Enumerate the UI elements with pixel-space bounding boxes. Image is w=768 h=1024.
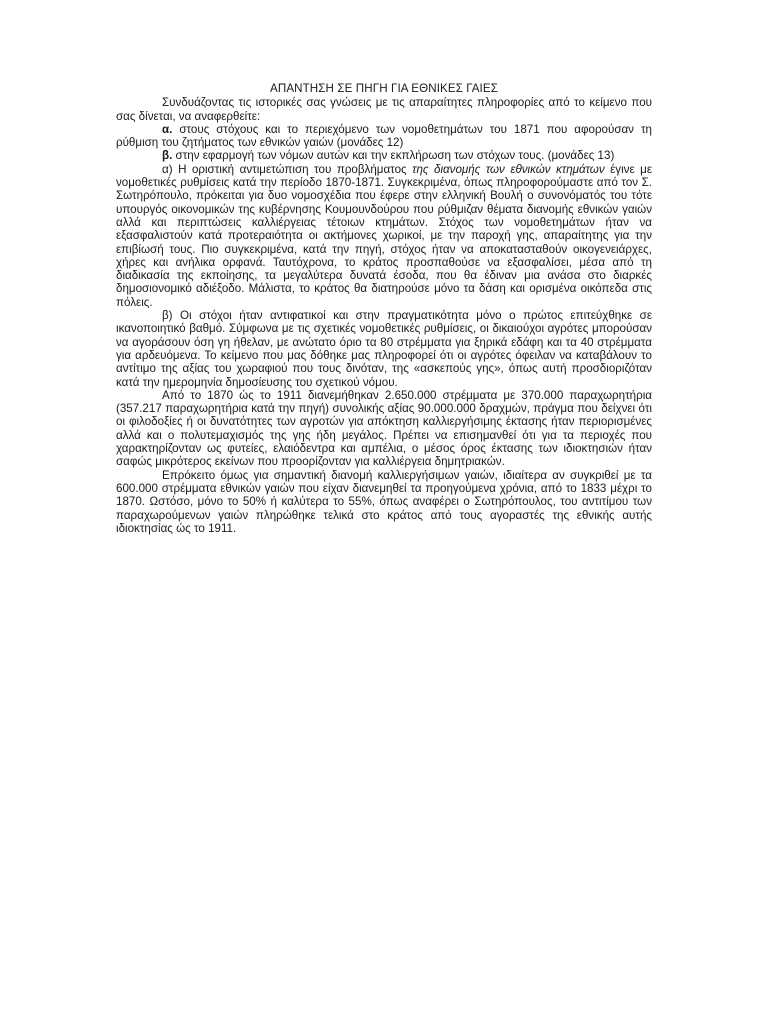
answer-a-rest: έγινε με νομοθετικές ρυθμίσεις κατά την περίοδο 1870-1871. Συγκεκριμένα, όπως πληροφορούμαστε από τον Σ. Σωτηρόπουλο, πρόκειται για δυο νομοσχέδια που έφερε στην ελληνική Βουλή ο συνονόματός του τότε υπουργός οικονομικών της κυβέρνησης Κουμουνδούρου που ρύθμιζαν θέματα διανομής εθνικών γαιών αλλά και περιπτώσεις καλλιέργειας τέτοιων κτημάτων. Στόχος των νομοθετημάτων ήταν να εξασφαλιστούν κατά προτεραιότητα οι ακτήμονες χωρικοί, με την παροχή γης, απαραίτητης για την επιβίωσή τους. Πιο συγκεκριμένα, κατά την πηγή, στόχος ήταν να αποκατασταθούν οικογενειάρχες, χήρες και ανήλικα ορφανά. Ταυτόχρονα, το κράτος προσπαθούσε να εξασφαλίσει, μέσα από τη διαδικασία της εκποίησης, τα μεγαλύτερα δυνατά έσοδα, που θα έδιναν μια ανάσα στο διαρκές δημοσιονομικό αδιέξοδο. Μάλιστα, το κράτος θα διατηρούσε μόνο τα δάση και ορισμένα οικόπεδα στις πόλεις. (116, 162, 652, 309)
item-a-text: στους στόχους και το περιεχόμενο των νομοθετημάτων του 1871 που αφορούσαν τη ρύθμιση του ζητήματος των εθνικών γαιών (μονάδες 12) (116, 122, 652, 150)
item-a-label: α. (162, 122, 173, 136)
intro-paragraph: Συνδυάζοντας τις ιστορικές σας γνώσεις με τις απαραίτητες πληροφορίες από το κείμενο που σας δίνεται, να αναφερθείτε: (116, 96, 652, 123)
body-paragraph-3: Από το 1870 ώς το 1911 διανεμήθηκαν 2.650.000 στρέμματα με 370.000 παραχωρητήρια (357.217 παραχωρητήρια κατά την πηγή) συνολικής αξίας 90.000.000 δραχμών, πράγμα που δείχνει ότι οι φιλοδοξίες ή οι δυνατότητες των αγροτών για απόκτηση καλλιεργήσιμης έκτασης ήταν περιορισμένες αλλά και ο πολυτεμαχισμός της γης ήδη μεγάλος. Πρέπει να επισημανθεί ότι για τα περιοχές που χαρακτηρίζονταν ως φυτείες, ελαιόδεντρα και αμπέλια, ο μέσος όρος έκτασης των ιδιοκτησιών ήταν σαφώς μικρότερος εκείνων που προορίζονταν για καλλιέργεια δημητριακών. (116, 388, 652, 469)
question-item-a (116, 123, 652, 150)
answer-a-lead: α) Η οριστική αντιμετώπιση του προβλήματος (162, 162, 413, 176)
answer-a-paragraph (116, 163, 652, 309)
answer-b-paragraph: β) Οι στόχοι ήταν αντιφατικοί και στην πραγματικότητα μόνο ο πρώτος επιτεύχθηκε σε ικανοποιητικό βαθμό. Σύμφωνα με τις σχετικές νομοθετικές ρυθμίσεις, οι δικαιούχοι αγρότες μπορούσαν να αγοράσουν όση γη ήθελαν, με ανώτατο όριο τα 80 στρέμματα για ξηρικά εδάφη και τα 40 στρέμματα για αρδευόμενα. Το κείμενο που μας δόθηκε μας πληροφορεί ότι οι αγρότες όφειλαν να καταβάλουν το αντίτιμο της αξίας του χωραφιού που τους δινόταν, της «ασκεπούς γης», όπως αυτή προσδιοριζόταν κατά την ημερομηνία δημοσίευσης του σχετικού νόμου. (116, 309, 652, 389)
document-page (116, 82, 652, 535)
item-b-label: β. (162, 149, 173, 163)
body-paragraph-4: Επρόκειτο όμως για σημαντική διανομή καλλιεργήσιμων γαιών, ιδιαίτερα αν συγκριθεί με τα 600.000 στρέμματα εθνικών γαιών που είχαν διανεμηθεί τα προηγούμενα χρόνια, από το 1833 μέχρι το 1870. Ωστόσο, μόνο το 50% ή καλύτερα το 55%, όπως αναφέρει ο Σωτηρόπουλος, του αντιτίμου των παραχωρούμενων γαιών πληρώθηκε τελικά στο κράτος από τους αγοραστές της εθνικής αυτής ιδιοκτησίας ώς το 1911. (116, 468, 652, 535)
answer-a-emphasis: της διανομής των εθνικών κτημάτων (412, 162, 605, 176)
document-title: ΑΠΑΝΤΗΣΗ ΣΕ ΠΗΓΗ ΓΙΑ ΕΘΝΙΚΕΣ ΓΑΙΕΣ (270, 82, 498, 95)
question-item-b (116, 149, 652, 162)
item-b-text: στην εφαρμογή των νόμων αυτών και την εκπλήρωση των στόχων τους. (μονάδες 13) (172, 149, 615, 163)
